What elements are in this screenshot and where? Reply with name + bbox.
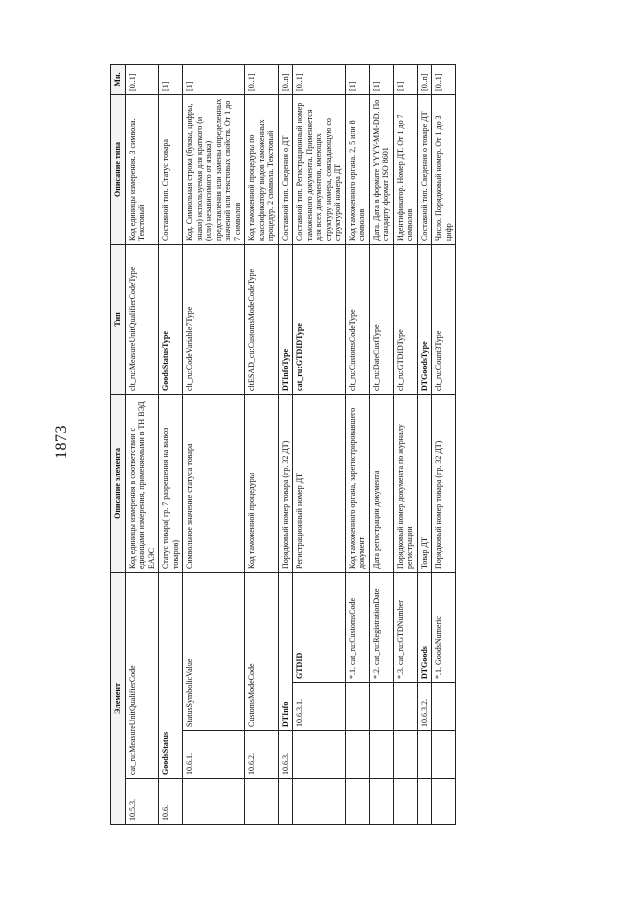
cell-multiplicity: [0..1] bbox=[245, 64, 279, 94]
cell-type: cltESAD_cu:CustomsModeCodeType bbox=[245, 244, 279, 394]
header-element: Элемент bbox=[111, 572, 126, 824]
cell-multiplicity: [1] bbox=[345, 64, 369, 94]
table-row bbox=[369, 64, 393, 824]
cell-multiplicity: [0..n] bbox=[417, 64, 432, 94]
cell-indent bbox=[432, 683, 456, 731]
cell-indent bbox=[369, 779, 393, 825]
cell-element: CustomsModeCode bbox=[245, 572, 279, 730]
cell-multiplicity: [1] bbox=[393, 64, 417, 94]
cell-element: *.3. cat_ru:GTDNumber bbox=[393, 572, 417, 682]
schema-table bbox=[110, 64, 456, 825]
header-row bbox=[111, 64, 126, 824]
cell-description: Статус товара( гр. 7 разрешения на вывоз товаров) bbox=[159, 394, 183, 572]
cell-indent bbox=[345, 779, 369, 825]
cell-indent bbox=[183, 779, 245, 825]
cell-type-description: Дата. Дата в формате YYYY-MM-DD. По стандарту формат ISO 8601 bbox=[369, 94, 393, 244]
cell-description: Дата регистрации документа bbox=[369, 394, 393, 572]
cell-number: 10.6.1. bbox=[183, 731, 245, 779]
cell-indent bbox=[393, 683, 417, 731]
cell-type-description: Число. Порядковый номер. От 1 до 3 цифр bbox=[432, 94, 456, 244]
cell-indent bbox=[245, 779, 279, 825]
cell-element: cat_ru:MeasureUnitQualifierCode bbox=[125, 572, 159, 778]
cell-description: Порядковый номер товара (гр. 32 ДТ) bbox=[432, 394, 456, 572]
cell-number: 10.6.3.2. bbox=[417, 683, 432, 731]
cell-multiplicity: [0..1] bbox=[293, 64, 346, 94]
cell-type-description: Составной тип. Статус товара bbox=[159, 94, 183, 244]
cell-type-description: Составной тип. Сведения о товаре ДТ bbox=[417, 94, 432, 244]
cell-description: Символьное значение статуса товара bbox=[183, 394, 245, 572]
cell-type: clt_ru:MeasureUnitQualifierCodeType bbox=[125, 244, 159, 394]
table-row bbox=[159, 64, 183, 824]
cell-element: *.1. GoodsNumeric bbox=[432, 572, 456, 682]
cell-indent bbox=[393, 779, 417, 825]
cell-type-description: Код таможенного органа. 2, 5 или 8 символов bbox=[345, 94, 369, 244]
table-row bbox=[293, 64, 346, 824]
cell-element: *.1. cat_ru:CustomsCode bbox=[345, 572, 369, 682]
cell-number: 10.6.3. bbox=[278, 731, 293, 779]
cell-element: DTInfo bbox=[278, 572, 293, 730]
cell-type-description: Код таможенной процедуры по классификатору видов таможенных процедур. 2 символа. Текстовый bbox=[245, 94, 279, 244]
header-multiplicity: Мн. bbox=[111, 64, 126, 94]
table-row bbox=[278, 64, 293, 824]
cell-type: cat_ru:GTDIDType bbox=[293, 244, 346, 394]
cell-element: GoodsStatus bbox=[159, 572, 183, 778]
cell-indent bbox=[417, 731, 432, 779]
cell-type: GoodsStatusType bbox=[159, 244, 183, 394]
cell-type-description: Код единицы измерения. 3 символа. Текстовый bbox=[125, 94, 159, 244]
cell-indent bbox=[417, 779, 432, 825]
cell-element: GTDID bbox=[293, 572, 346, 682]
cell-type-description: Код. Символьная строка (буквы, цифры, знаки) используемая для краткого (и (или) независимого от языка) представления или замены определенных значений или текстовых свойств. От 1 до 7 символов bbox=[183, 94, 245, 244]
cell-type: DTInfoType bbox=[278, 244, 293, 394]
cell-type-description: Составной тип. Сведения о ДТ bbox=[278, 94, 293, 244]
cell-multiplicity: [0..n] bbox=[278, 64, 293, 94]
table-row bbox=[417, 64, 432, 824]
cell-description: Код таможенной процедуры bbox=[245, 394, 279, 572]
cell-description: Регистрационный номер ДТ bbox=[293, 394, 346, 572]
cell-element: StatusSymbolicValue bbox=[183, 572, 245, 730]
cell-element: DTGoods bbox=[417, 572, 432, 682]
cell-multiplicity: [0..1] bbox=[432, 64, 456, 94]
cell-type: clt_ru:GTDIDType bbox=[393, 244, 417, 394]
cell-indent bbox=[345, 731, 369, 779]
table-row bbox=[345, 64, 369, 824]
table-row bbox=[183, 64, 245, 824]
header-type-description: Описание типа bbox=[111, 94, 126, 244]
cell-element: *.2. cat_ru:RegistrationDate bbox=[369, 572, 393, 682]
rotated-table-stage bbox=[110, 65, 535, 825]
cell-multiplicity: [1] bbox=[183, 64, 245, 94]
cell-type: clt_ru:Count3Type bbox=[432, 244, 456, 394]
cell-description: Порядковый номер документа по журналу регистрации bbox=[393, 394, 417, 572]
header-type: Тип bbox=[111, 244, 126, 394]
page-number: 1873 bbox=[53, 425, 70, 459]
cell-type: DTGoodsType bbox=[417, 244, 432, 394]
cell-number: 10.6. bbox=[159, 779, 183, 825]
cell-number: 10.6.3.1. bbox=[293, 683, 346, 731]
cell-indent bbox=[345, 683, 369, 731]
cell-indent bbox=[293, 731, 346, 779]
cell-type: clt_ru:DateCustType bbox=[369, 244, 393, 394]
cell-type: clt_ru:CodeVariable7Type bbox=[183, 244, 245, 394]
cell-description: Код единицы измерения в соответствии с единицами измерения, применяемыми в ТН ВЭД ЕАЭС bbox=[125, 394, 159, 572]
cell-description: Код таможенного органа, зарегистрировавшего документ bbox=[345, 394, 369, 572]
cell-indent bbox=[293, 779, 346, 825]
table-row bbox=[245, 64, 279, 824]
table-row bbox=[125, 64, 159, 824]
cell-indent bbox=[369, 731, 393, 779]
table-row bbox=[393, 64, 417, 824]
cell-multiplicity: [0..1] bbox=[125, 64, 159, 94]
cell-number: 10.6.2. bbox=[245, 731, 279, 779]
cell-description: Товар ДТ bbox=[417, 394, 432, 572]
cell-indent bbox=[369, 683, 393, 731]
cell-type-description: Составной тип. Регистрационный номер таможенного документа. Применяется для всех документов, имеющих структуру номера, совпадающую со структурой номера ДТ bbox=[293, 94, 346, 244]
cell-multiplicity: [1] bbox=[159, 64, 183, 94]
cell-multiplicity: [1] bbox=[369, 64, 393, 94]
header-description: Описание элемента bbox=[111, 394, 126, 572]
table-row bbox=[432, 64, 456, 824]
cell-indent bbox=[432, 779, 456, 825]
cell-description: Порядковый номер товара (гр. 32 ДТ) bbox=[278, 394, 293, 572]
cell-indent bbox=[393, 731, 417, 779]
cell-number: 10.5.3. bbox=[125, 779, 159, 825]
cell-type-description: Идентификатор. Номер ДТ. От 1 до 7 символов bbox=[393, 94, 417, 244]
cell-indent bbox=[432, 731, 456, 779]
cell-indent bbox=[278, 779, 293, 825]
cell-type: clt_ru:CustomsCodeType bbox=[345, 244, 369, 394]
